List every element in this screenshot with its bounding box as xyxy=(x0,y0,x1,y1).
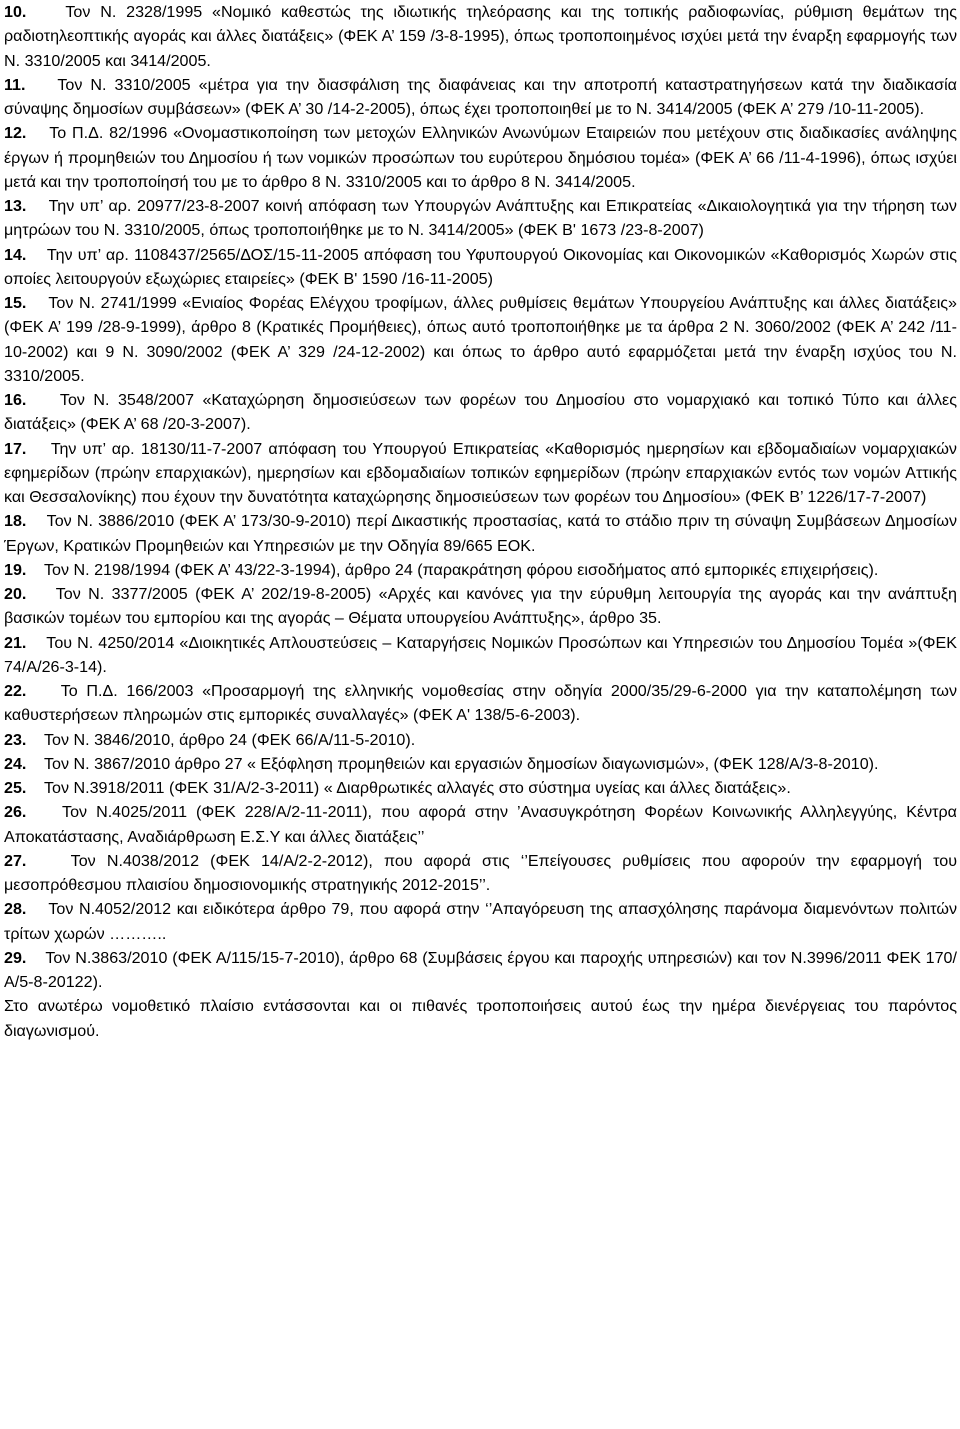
item-text: Το Π.Δ. 166/2003 «Προσαρμογή της ελληνικής νομοθεσίας στην οδηγία 2000/35/29-6-2000 για την καταπολέμηση των καθυστερήσεων πληρωμών στις εμπορικές συναλλαγές» (ΦΕΚ Α' 138/5-6-2003). xyxy=(4,682,957,725)
item-number: 10. xyxy=(4,3,27,21)
legislation-item xyxy=(4,752,957,776)
item-text: Τον Ν.4052/2012 και ειδικότερα άρθρο 79, που αφορά στην ‘’Απαγόρευση της απασχόλησης παράνομα διαμενόντων πολιτών τρίτων χωρών ……….. xyxy=(4,900,957,943)
item-number: 21. xyxy=(4,633,27,652)
item-text: Την υπ’ αρ. 18130/11-7-2007 απόφαση του Υπουργού Επικρατείας «Καθορισμός ημερησίων και εβδομαδιαίων νομαρχιακών εφημερίδων (πρώην επαρχιακών), ημερησίων και εβδομαδιαίων τοπικών εφημερίδων (πρώην επαρχιακών εντός των νομών Αττικής και Θεσσαλονίκης) που έχουν την δυνατότητα καταχώρησης δημοσιεύσεων των φορέων του Δημοσίου» (ΦΕΚ Β’ 1226/17-7-2007) xyxy=(4,439,957,506)
item-text: Τον Ν.3918/2011 (ΦΕΚ 31/Α/2-3-2011) « Διαρθρωτικές αλλαγές στο σύστημα υγείας και άλλες διατάξεις». xyxy=(43,779,791,797)
item-number: 14. xyxy=(4,245,27,264)
item-text: Του Ν. 4250/2014 «Διοικητικές Απλουστεύσεις – Καταργήσεις Νομικών Προσώπων και Υπηρεσιών του Δημοσίου Τομέα »(ΦΕΚ 74/Α/26-3-14). xyxy=(4,633,957,676)
item-text: Τον Ν. 3548/2007 «Καταχώρηση δημοσιεύσεων των φορέων του Δημοσίου στο νομαρχιακό και τοπικό Τύπο και άλλες διατάξεις» (ΦΕΚ Α’ 68 /20-3-2007). xyxy=(4,391,957,434)
legislation-item xyxy=(4,388,957,437)
item-number: 12. xyxy=(4,124,27,143)
item-number: 26. xyxy=(4,803,27,822)
item-text: Την υπ’ αρ. 1108437/2565/ΔΟΣ/15-11-2005 απόφαση του Υφυπουργού Οικονομίας και Οικονομικών «Καθορισμός Χωρών στις οποίες λειτουργούν εξωχώριες εταιρείες» (ΦΕΚ Β' 1590 /16-11-2005) xyxy=(4,245,957,288)
item-text: Τον Ν. 3886/2010 (ΦΕΚ Α’ 173/30-9-2010) περί Δικαστικής προστασίας, κατά το στάδιο πριν τη σύναψη Συμβάσεων Δημοσίων Έργων, Κρατικών Προμηθειών και Υπηρεσιών με την Οδηγία 89/665 ΕΟΚ. xyxy=(4,512,957,555)
item-number: 20. xyxy=(4,585,27,603)
legislation-item xyxy=(4,679,957,728)
legislation-item xyxy=(4,0,957,73)
legislation-item xyxy=(4,946,957,995)
item-text: Τον Ν. 2328/1995 «Νομικό καθεστώς της ιδιωτικής τηλεόρασης και της τοπικής ραδιοφωνίας, ρύθμιση θεμάτων της ραδιοτηλεοπτικής αγοράς και άλλες διατάξεις» (ΦΕΚ Α’ 159 /3-8-1995), όπως τροποποιημένος ισχύει μετά την έναρξη εφαρμογής των Ν. 3310/2005 και 3414/2005. xyxy=(4,3,957,70)
legislation-item xyxy=(4,243,957,292)
item-number: 23. xyxy=(4,730,27,749)
legislation-item xyxy=(4,558,957,582)
item-text: Τον Ν.4025/2011 (ΦΕΚ 228/Α/2-11-2011), που αφορά στην ’Ανασυγκρότηση Φορέων Κοινωνικής Αλληλεγγύης, Κέντρα Αποκατάστασης, Αναδιάρθρωση Ε.Σ.Υ και άλλες διατάξεις’’ xyxy=(4,803,957,846)
legislation-list xyxy=(4,0,957,994)
legislation-item xyxy=(4,897,957,946)
closing-paragraph: Στο ανωτέρω νομοθετικό πλαίσιο εντάσσονται και οι πιθανές τροποποιήσεις αυτού έως την ημέρα διενέργειας του παρόντος διαγωνισμού. xyxy=(4,997,957,1040)
item-number: 15. xyxy=(4,294,27,312)
item-text: Τον Ν.4038/2012 (ΦΕΚ 14/Α/2-2-2012), που αφορά στις ‘’Επείγουσες ρυθμίσεις που αφορούν την εφαρμογή του μεσοπρόθεσμου πλαισίου δημοσιονομικής στρατηγικής 2012-2015’’. xyxy=(4,851,957,894)
item-number: 16. xyxy=(4,391,27,409)
item-text: Το Π.Δ. 82/1996 «Ονομαστικοποίηση των μετοχών Ελληνικών Ανωνύμων Εταιρειών που μετέχουν στις διαδικασίες ανάληψης έργων ή προμηθειών του Δημοσίου ή των νομικών προσώπων του ευρύτερου δημόσιου τομέα» (ΦΕΚ Α’ 66 /11-4-1996), όπως ισχύει μετά και την τροποποίησή του με το άρθρο 8 Ν. 3310/2005 και το άρθρο 8 Ν. 3414/2005. xyxy=(4,124,957,191)
item-text: Την υπ’ αρ. 20977/23-8-2007 κοινή απόφαση των Υπουργών Ανάπτυξης και Επικρατείας «Δικαιολογητικά για την τήρηση των μητρώων του Ν. 3310/2005, όπως τροποποιήθηκε με το Ν. 3414/2005» (ΦΕΚ Β' 1673 /23-8-2007) xyxy=(4,197,957,240)
item-text: Τον Ν.3863/2010 (ΦΕΚ Α/115/15-7-2010), άρθρο 68 (Συμβάσεις έργου και παροχής υπηρεσιών) και τον Ν.3996/2011 ΦΕΚ 170/Α/5-8-20122). xyxy=(4,948,957,991)
item-text: Τον Ν. 3867/2010 άρθρο 27 « Εξόφληση προμηθειών και εργασιών δημοσίων διαγωνισμών», (ΦΕΚ 128/Α/3-8-2010). xyxy=(43,754,879,773)
legislation-item xyxy=(4,194,957,243)
item-number: 13. xyxy=(4,197,27,215)
item-text: Τον Ν. 3377/2005 (ΦΕΚ Α’ 202/19-8-2005) «Αρχές και κανόνες για την εύρυθμη λειτουργία της αγοράς και την ανάπτυξη βασικών τομέων του εμπορίου και της αγοράς – Θέματα υπουργείου Ανάπτυξης», άρθρο 35. xyxy=(4,585,957,628)
item-number: 24. xyxy=(4,754,27,773)
legislation-item xyxy=(4,121,957,194)
item-number: 17. xyxy=(4,439,27,458)
item-number: 18. xyxy=(4,512,27,531)
item-text: Τον Ν. 2198/1994 (ΦΕΚ Α’ 43/22-3-1994), άρθρο 24 (παρακράτηση φόρου εισοδήματος από εμπορικές επιχειρήσεις). xyxy=(43,560,879,579)
item-number: 29. xyxy=(4,948,27,967)
legislation-item xyxy=(4,73,957,122)
legislation-item xyxy=(4,728,957,752)
item-number: 27. xyxy=(4,851,27,870)
item-text: Τον Ν. 2741/1999 «Ενιαίος Φορέας Ελέγχου τροφίμων, άλλες ρυθμίσεις θεμάτων Υπουργείου Ανάπτυξης και άλλες διατάξεις» (ΦΕΚ Α’ 199 /28-9-1999), άρθρο 8 (Κρατικές Προμήθειες), όπως αυτό τροποποιήθηκε με τα άρθρα 2 Ν. 3060/2002 (ΦΕΚ Α’ 242 /11-10-2002) και 9 Ν. 3090/2002 (ΦΕΚ Α’ 329 /24-12-2002) και όπως το άρθρο αυτό εφαρμόζεται μετά την έναρξη ισχύος του Ν. 3310/2005. xyxy=(4,294,957,385)
item-number: 28. xyxy=(4,900,27,919)
item-number: 25. xyxy=(4,779,27,797)
legislation-item xyxy=(4,631,957,680)
legislation-item xyxy=(4,776,957,800)
legislation-item xyxy=(4,582,957,631)
item-text: Τον Ν. 3846/2010, άρθρο 24 (ΦΕΚ 66/Α/11-5-2010). xyxy=(43,730,416,749)
item-number: 19. xyxy=(4,560,27,579)
legislation-item xyxy=(4,509,957,558)
item-number: 11. xyxy=(4,75,26,94)
item-number: 22. xyxy=(4,682,27,700)
legislation-item xyxy=(4,291,957,388)
item-text: Τον Ν. 3310/2005 «μέτρα για την διασφάλιση της διαφάνειας και την αποτροπή καταστρατηγήσεων κατά την διαδικασία σύναψης δημοσίων συμβάσεων» (ΦΕΚ Α’ 30 /14-2-2005), όπως έχει τροποποιηθεί με το Ν. 3414/2005 (ΦΕΚ Α’ 279 /10-11-2005). xyxy=(4,75,957,118)
legislation-item xyxy=(4,800,957,849)
legislation-item xyxy=(4,849,957,898)
legislation-item xyxy=(4,437,957,510)
